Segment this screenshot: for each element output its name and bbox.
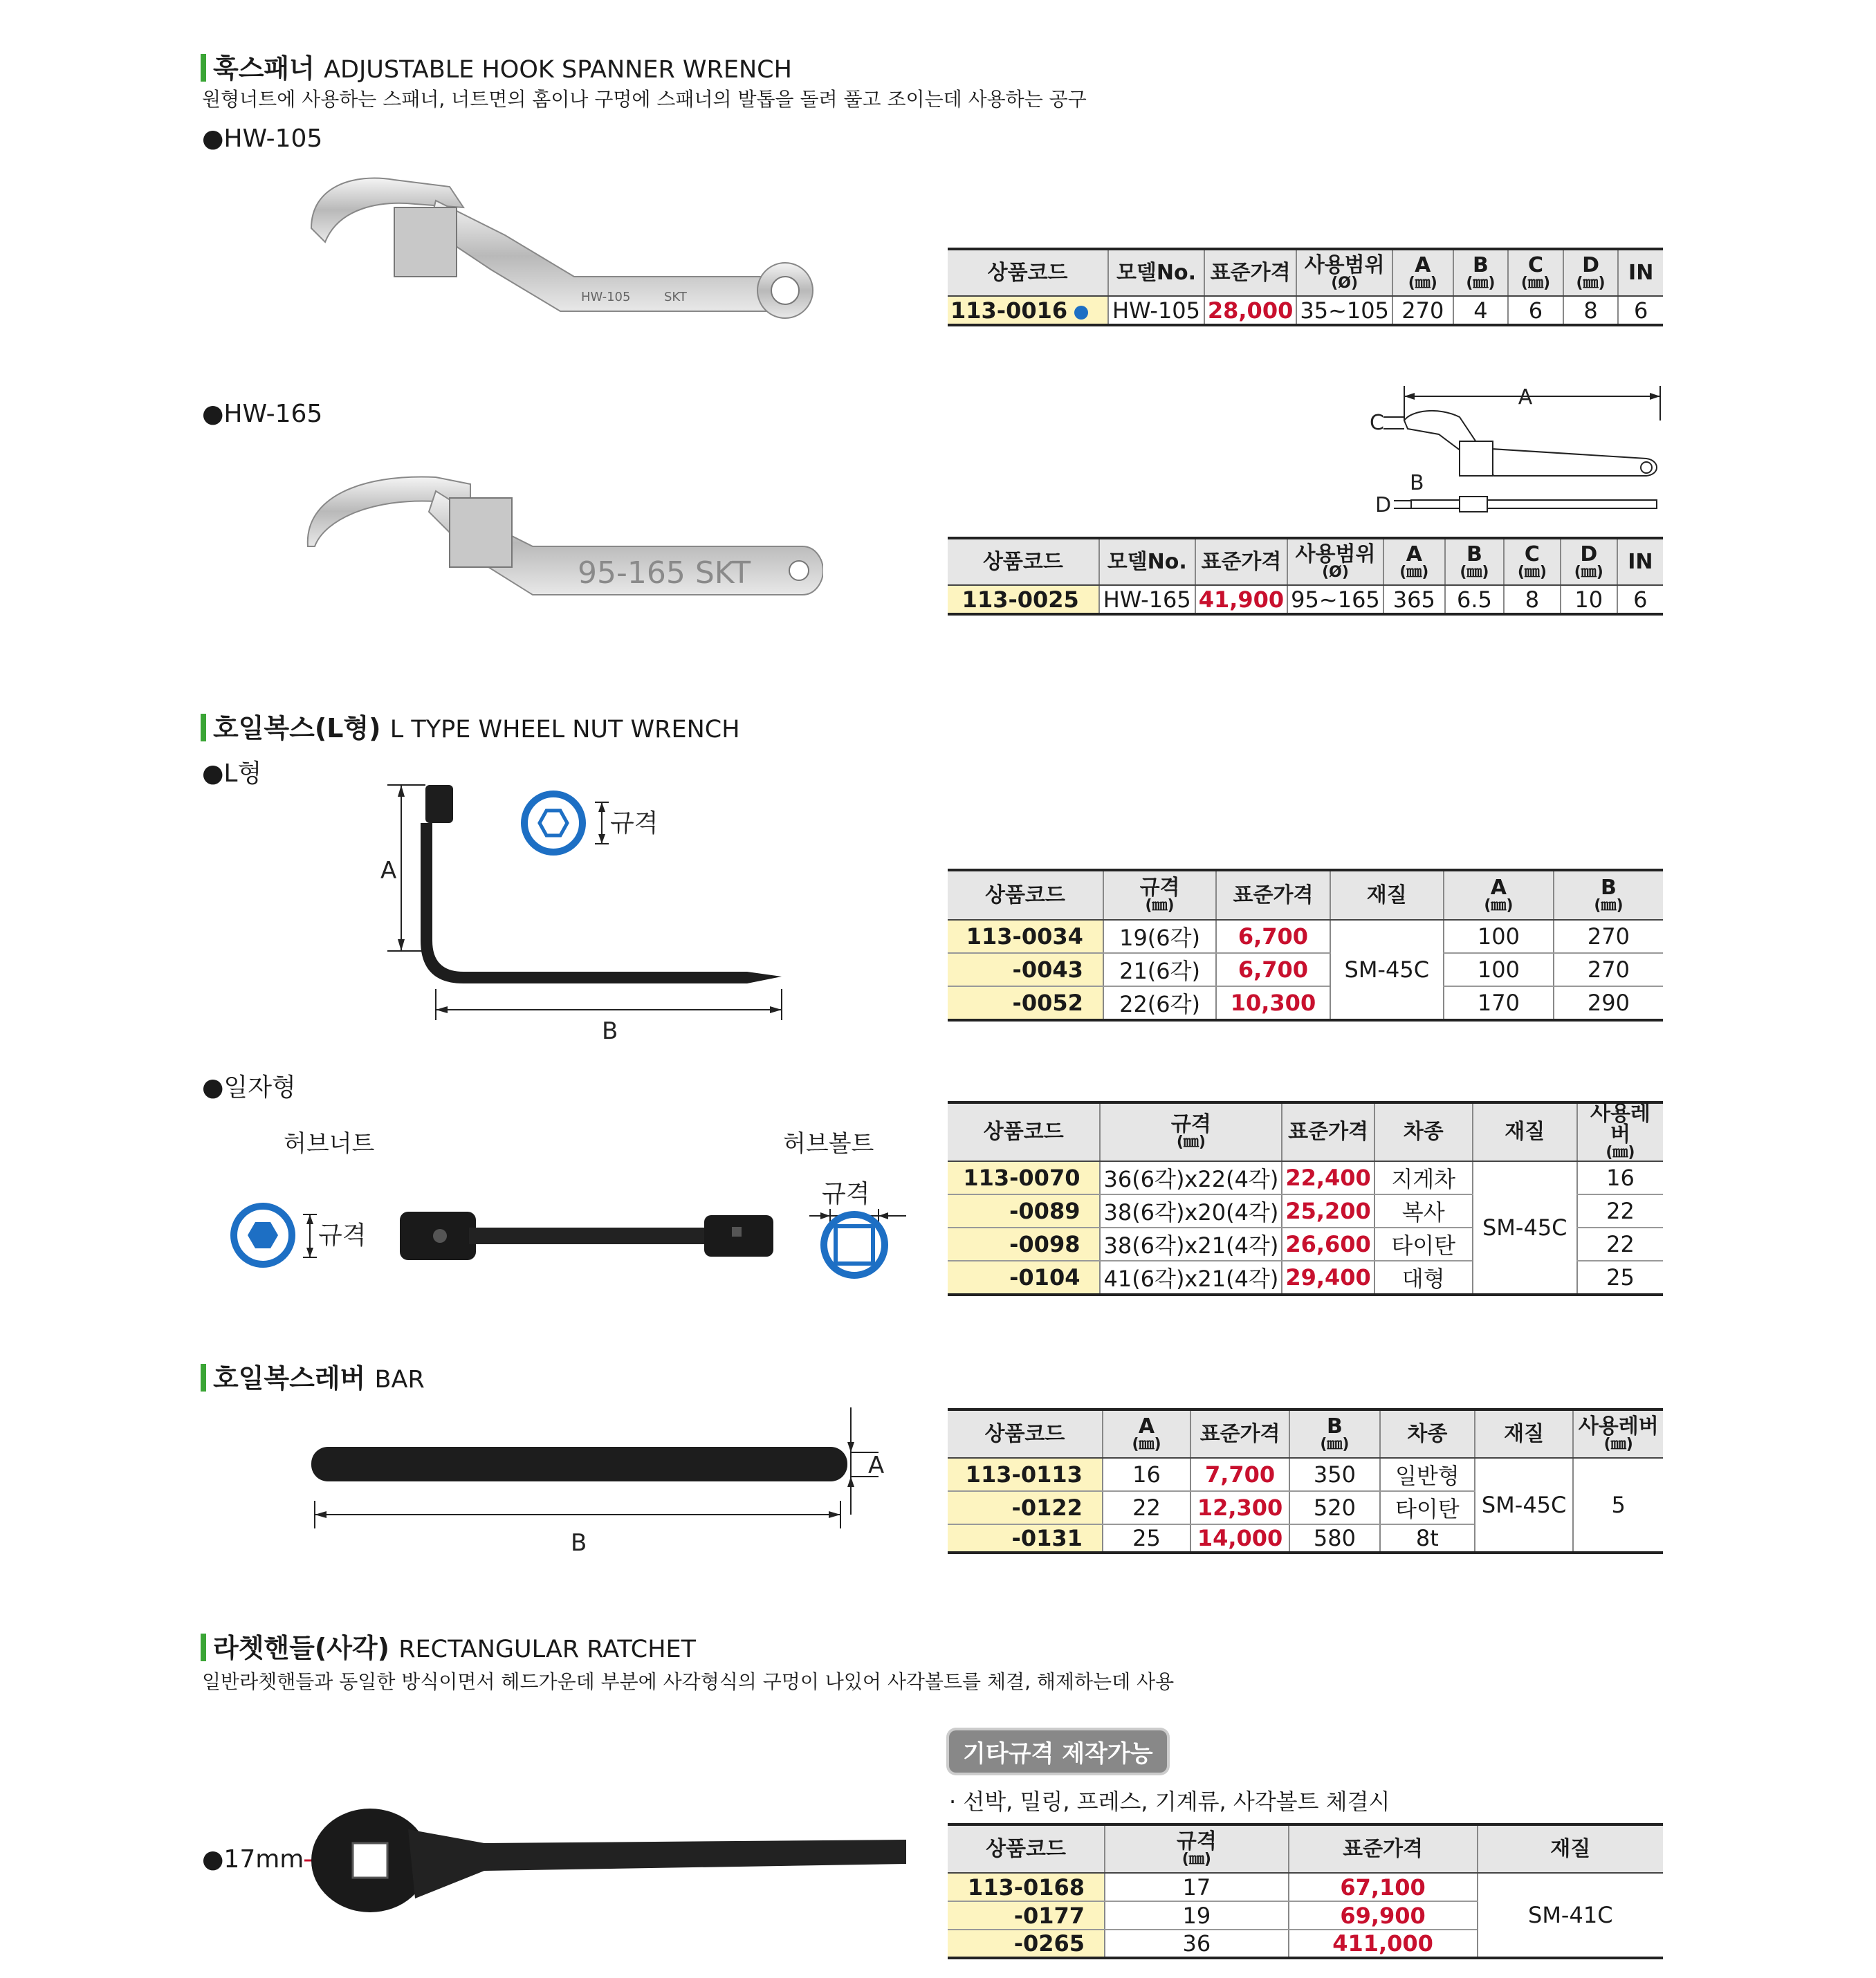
dim-c-label: C	[1370, 411, 1384, 435]
header-b	[1445, 538, 1504, 585]
dim-b-label: B	[602, 1017, 618, 1044]
header-a	[1383, 538, 1445, 585]
header-size-label: 규격	[1176, 1829, 1217, 1854]
table-row	[948, 986, 1663, 1020]
header-code: 상품코드	[948, 870, 1103, 920]
cell-range: 95~165	[1287, 585, 1383, 614]
cell-car-type: 타이탄	[1380, 1491, 1475, 1524]
cell-code: -0122	[948, 1491, 1103, 1524]
table-header-row	[948, 870, 1663, 920]
cell-size: 17	[1105, 1873, 1289, 1901]
cell-c: 8	[1504, 585, 1561, 614]
section-title-l-type-wrench	[201, 707, 740, 745]
hw165-engraving: 95-165 SKT	[578, 555, 751, 591]
type-label-l: ●L형	[202, 759, 262, 788]
hw105-wrench-image	[297, 173, 823, 325]
header-a	[1444, 870, 1554, 920]
table-row	[948, 1458, 1663, 1491]
cell-lever: 22	[1577, 1228, 1663, 1261]
cell-price: 14,000	[1190, 1524, 1289, 1553]
section-description: 일반라쳇핸들과 동일한 방식이면서 헤드가운데 부분에 사각형식의 구멍이 나있어 사각볼트를 체결, 해제하는데 사용	[202, 1670, 1175, 1693]
unit-label: (㎜)	[1132, 1435, 1161, 1453]
section-description: 원형너트에 사용하는 스패너, 너트면의 홈이나 구멍에 스패너의 발톱을 돌려 풀고 조이는데 사용하는 공구	[202, 88, 1087, 111]
header-range-label: 사용범위	[1295, 542, 1376, 566]
cell-a: 16	[1103, 1458, 1190, 1491]
cell-car-type: 타이탄	[1374, 1228, 1473, 1261]
header-code: 상품코드	[948, 249, 1108, 296]
title-accent-bar	[201, 54, 206, 82]
header-in: IN	[1617, 538, 1663, 585]
cell-d: 10	[1561, 585, 1617, 614]
unit-label: (㎜)	[1460, 563, 1489, 581]
header-lever-label: 사용레버	[1578, 1414, 1659, 1439]
unit-label: (㎜)	[1320, 1435, 1350, 1453]
hw105-engraving-2: SKT	[664, 290, 687, 304]
header-a	[1103, 1409, 1190, 1458]
ratchet-size-callout: ●17mm	[202, 1845, 304, 1874]
table-row	[948, 1161, 1663, 1194]
cell-b: 4	[1453, 296, 1509, 325]
header-lever	[1573, 1409, 1663, 1458]
header-in: IN	[1618, 249, 1663, 296]
hub-nut-hexagon-icon	[228, 1201, 380, 1270]
ratchet-handle-image	[304, 1802, 913, 1919]
hook-spanner-dimension-diagram	[1363, 379, 1667, 517]
title-en: ADJUSTABLE HOOK SPANNER WRENCH	[324, 56, 792, 84]
header-b-label: B	[1466, 542, 1482, 566]
usage-note: · 선박, 밀링, 프레스, 기계류, 사각볼트 체결시	[949, 1788, 1390, 1815]
title-accent-bar	[201, 714, 206, 741]
hw165-spec-table	[948, 537, 1663, 616]
header-price: 표준가격	[1204, 249, 1296, 296]
cell-car-type: 8t	[1380, 1524, 1475, 1553]
header-size	[1105, 1824, 1289, 1873]
hw105-engraving-1: HW-105	[581, 290, 631, 304]
cell-code: -0043	[948, 953, 1103, 986]
cell-size: 19	[1105, 1901, 1289, 1930]
dim-a-label: A	[1518, 385, 1533, 409]
header-size-label: 규격	[1139, 875, 1180, 900]
header-c-label: C	[1527, 252, 1543, 277]
title-accent-bar	[201, 1634, 206, 1661]
table-row	[948, 953, 1663, 986]
title-accent-bar	[201, 1364, 206, 1392]
cell-model: HW-165	[1099, 585, 1195, 614]
table-row	[948, 296, 1663, 325]
title-en: BAR	[374, 1366, 425, 1394]
dim-d-label: D	[1375, 493, 1392, 517]
header-range-label: 사용범위	[1304, 252, 1385, 277]
cell-in: 6	[1617, 585, 1663, 614]
cell-b: 520	[1289, 1491, 1380, 1524]
hub-bolt-label: 허브볼트	[783, 1130, 874, 1158]
cell-code: 113-0070	[948, 1161, 1100, 1194]
header-b	[1453, 249, 1509, 296]
section-title-lever-bar	[201, 1357, 425, 1395]
cell-a: 25	[1103, 1524, 1190, 1553]
header-b-label: B	[1326, 1414, 1343, 1439]
unit-label: (㎜)	[1408, 274, 1437, 292]
dim-a-label: A	[380, 857, 397, 885]
cell-size: 21(6각)	[1103, 953, 1216, 986]
cell-code: 113-0034	[948, 920, 1103, 953]
hw165-wrench-image	[297, 470, 823, 609]
header-size	[1100, 1102, 1282, 1161]
cell-a: 100	[1444, 953, 1554, 986]
unit-label: (㎜)	[1466, 274, 1496, 292]
unit-label: (㎜)	[1574, 563, 1603, 581]
cell-c: 6	[1508, 296, 1563, 325]
table-header-row	[948, 538, 1663, 585]
cell-price: 7,700	[1190, 1458, 1289, 1491]
unit-label: (㎜)	[1594, 896, 1624, 914]
header-d-label: D	[1582, 252, 1599, 277]
cell-a: 365	[1383, 585, 1445, 614]
cell-lever: 5	[1573, 1458, 1663, 1553]
cell-code: 113-0113	[948, 1458, 1103, 1491]
header-code: 상품코드	[948, 1102, 1100, 1161]
code-text: 113-0016	[950, 297, 1068, 324]
section-title-hook-spanner	[201, 47, 792, 85]
straight-type-spec-table	[948, 1101, 1663, 1296]
dim-a-label: A	[868, 1452, 885, 1479]
cell-material: SM-41C	[1478, 1873, 1663, 1958]
cell-price: 26,600	[1282, 1228, 1374, 1261]
cell-lever: 16	[1577, 1161, 1663, 1194]
dim-b-label: B	[571, 1529, 587, 1557]
header-price: 표준가격	[1282, 1102, 1374, 1161]
header-material: 재질	[1475, 1409, 1574, 1458]
cell-code	[948, 296, 1108, 325]
header-code: 상품코드	[948, 1824, 1105, 1873]
type-label-straight: ●일자형	[202, 1073, 296, 1102]
cell-b: 6.5	[1445, 585, 1504, 614]
title-ko: 훅스패너	[213, 53, 315, 84]
cell-price: 28,000	[1204, 296, 1296, 325]
cell-price: 12,300	[1190, 1491, 1289, 1524]
cell-b: 270	[1554, 920, 1663, 953]
header-a-label: A	[1138, 1414, 1155, 1439]
cell-price: 6,700	[1216, 920, 1330, 953]
cell-a: 100	[1444, 920, 1554, 953]
header-lever-label: 사용레버	[1590, 1102, 1650, 1147]
unit-label: (㎜)	[1176, 1134, 1206, 1151]
cell-size: 19(6각)	[1103, 920, 1216, 953]
header-c	[1504, 538, 1561, 585]
table-header-row	[948, 249, 1663, 296]
dim-b-label: B	[1410, 471, 1424, 495]
cell-lever: 22	[1577, 1194, 1663, 1228]
header-price: 표준가격	[1289, 1824, 1478, 1873]
header-a	[1392, 249, 1453, 296]
cell-b: 270	[1554, 953, 1663, 986]
unit-label: (㎜)	[1520, 274, 1551, 292]
header-model: 모델No.	[1099, 538, 1195, 585]
cell-lever: 25	[1577, 1261, 1663, 1295]
header-price: 표준가격	[1216, 870, 1330, 920]
hex-size-label: 규격	[610, 809, 659, 838]
unit-label: (㎜)	[1576, 274, 1606, 292]
unit-label: (㎜)	[1145, 896, 1175, 914]
cell-code: -0131	[948, 1524, 1103, 1553]
header-b-label: B	[1472, 252, 1489, 277]
table-header-row	[948, 1824, 1663, 1873]
cell-car-type: 일반형	[1380, 1458, 1475, 1491]
header-model: 모델No.	[1108, 249, 1204, 296]
header-size	[1103, 870, 1216, 920]
header-d	[1561, 538, 1617, 585]
cell-b: 350	[1289, 1458, 1380, 1491]
unit-label: (㎜)	[1603, 1435, 1633, 1453]
header-b	[1554, 870, 1663, 920]
header-material: 재질	[1473, 1102, 1577, 1161]
cell-price: 29,400	[1282, 1261, 1374, 1295]
hw105-spec-table	[948, 248, 1663, 326]
unit-label: (㎜)	[1399, 563, 1429, 581]
cell-a: 170	[1444, 986, 1554, 1020]
custom-size-badge: 기타규격 제작가능	[949, 1730, 1167, 1773]
cell-price: 6,700	[1216, 953, 1330, 986]
header-range-unit: (Ø)	[1322, 563, 1349, 581]
header-lever	[1577, 1102, 1663, 1161]
lever-bar-spec-table	[948, 1408, 1663, 1554]
header-b	[1289, 1409, 1380, 1458]
cell-price: 10,300	[1216, 986, 1330, 1020]
cell-size: 36(6각)x22(4각)	[1100, 1161, 1282, 1194]
title-en: L TYPE WHEEL NUT WRENCH	[389, 716, 740, 743]
unit-label: (㎜)	[1181, 1850, 1211, 1868]
section-title-ratchet	[201, 1627, 696, 1665]
header-c	[1508, 249, 1563, 296]
cell-size: 36	[1105, 1930, 1289, 1958]
header-size-label: 규격	[1170, 1112, 1211, 1136]
cell-model: HW-105	[1108, 296, 1204, 325]
header-c-label: C	[1524, 542, 1540, 566]
new-item-dot-icon	[1074, 306, 1088, 320]
header-code: 상품코드	[948, 1409, 1103, 1458]
cell-in: 6	[1618, 296, 1663, 325]
cell-b: 290	[1554, 986, 1663, 1020]
cell-a: 22	[1103, 1491, 1190, 1524]
cell-car-type: 지게차	[1374, 1161, 1473, 1194]
header-price: 표준가격	[1190, 1409, 1289, 1458]
cell-car-type: 복사	[1374, 1194, 1473, 1228]
hexagon-size-icon	[520, 790, 672, 859]
cell-car-type: 대형	[1374, 1261, 1473, 1295]
ratchet-spec-table	[948, 1823, 1663, 1959]
cell-code: -0265	[948, 1930, 1105, 1958]
l-type-spec-table	[948, 869, 1663, 1022]
model-label-hw105: ●HW-105	[202, 124, 323, 153]
table-row	[948, 920, 1663, 953]
header-range	[1287, 538, 1383, 585]
cell-code: -0089	[948, 1194, 1100, 1228]
cell-size: 41(6각)x21(4각)	[1100, 1261, 1282, 1295]
header-material: 재질	[1330, 870, 1444, 920]
cell-price: 411,000	[1289, 1930, 1478, 1958]
header-d-label: D	[1580, 542, 1598, 566]
cell-b: 580	[1289, 1524, 1380, 1553]
cell-price: 67,100	[1289, 1873, 1478, 1901]
title-ko: 호일복스(L형)	[213, 713, 381, 743]
unit-label: (㎜)	[1517, 563, 1547, 581]
title-en: RECTANGULAR RATCHET	[398, 1636, 697, 1663]
header-car-type: 차종	[1380, 1409, 1475, 1458]
cell-material: SM-45C	[1473, 1161, 1577, 1295]
table-header-row	[948, 1102, 1663, 1161]
title-ko: 라쳇핸들(사각)	[213, 1633, 389, 1663]
cell-range: 35~105	[1296, 296, 1392, 325]
cell-code: -0177	[948, 1901, 1105, 1930]
header-range-unit: (Ø)	[1331, 274, 1359, 292]
header-car-type: 차종	[1374, 1102, 1473, 1161]
cell-material: SM-45C	[1475, 1458, 1574, 1553]
unit-label: (㎜)	[1606, 1144, 1635, 1161]
header-d	[1563, 249, 1619, 296]
hub-nut-size-label: 규격	[318, 1221, 367, 1250]
header-range	[1296, 249, 1392, 296]
hub-bolt-square-icon	[796, 1176, 913, 1279]
lever-bar-diagram	[304, 1404, 899, 1563]
cell-code: -0052	[948, 986, 1103, 1020]
cell-code: 113-0168	[948, 1873, 1105, 1901]
straight-wrench-image	[400, 1205, 780, 1267]
header-a-label: A	[1490, 875, 1507, 900]
cell-price: 41,900	[1195, 585, 1287, 614]
cell-price: 69,900	[1289, 1901, 1478, 1930]
cell-d: 8	[1563, 296, 1619, 325]
hub-bolt-size-label: 규격	[822, 1180, 870, 1208]
cell-code: 113-0025	[948, 585, 1099, 614]
cell-price: 25,200	[1282, 1194, 1374, 1228]
cell-code: -0104	[948, 1261, 1100, 1295]
table-header-row	[948, 1409, 1663, 1458]
cell-size: 38(6각)x20(4각)	[1100, 1194, 1282, 1228]
model-label-hw165: ●HW-165	[202, 400, 323, 428]
header-material: 재질	[1478, 1824, 1663, 1873]
table-row	[948, 1873, 1663, 1901]
unit-label: (㎜)	[1484, 896, 1514, 914]
cell-size: 38(6각)x21(4각)	[1100, 1228, 1282, 1261]
title-ko: 호일복스레버	[213, 1363, 366, 1394]
header-a-label: A	[1415, 252, 1431, 277]
table-row	[948, 585, 1663, 614]
header-code: 상품코드	[948, 538, 1099, 585]
header-b-label: B	[1601, 875, 1617, 900]
cell-material: SM-45C	[1330, 920, 1444, 1020]
hub-nut-label: 허브너트	[284, 1130, 375, 1158]
header-price: 표준가격	[1195, 538, 1287, 585]
cell-size: 22(6각)	[1103, 986, 1216, 1020]
cell-code: -0098	[948, 1228, 1100, 1261]
header-a-label: A	[1406, 542, 1422, 566]
cell-a: 270	[1392, 296, 1453, 325]
cell-price: 22,400	[1282, 1161, 1374, 1194]
